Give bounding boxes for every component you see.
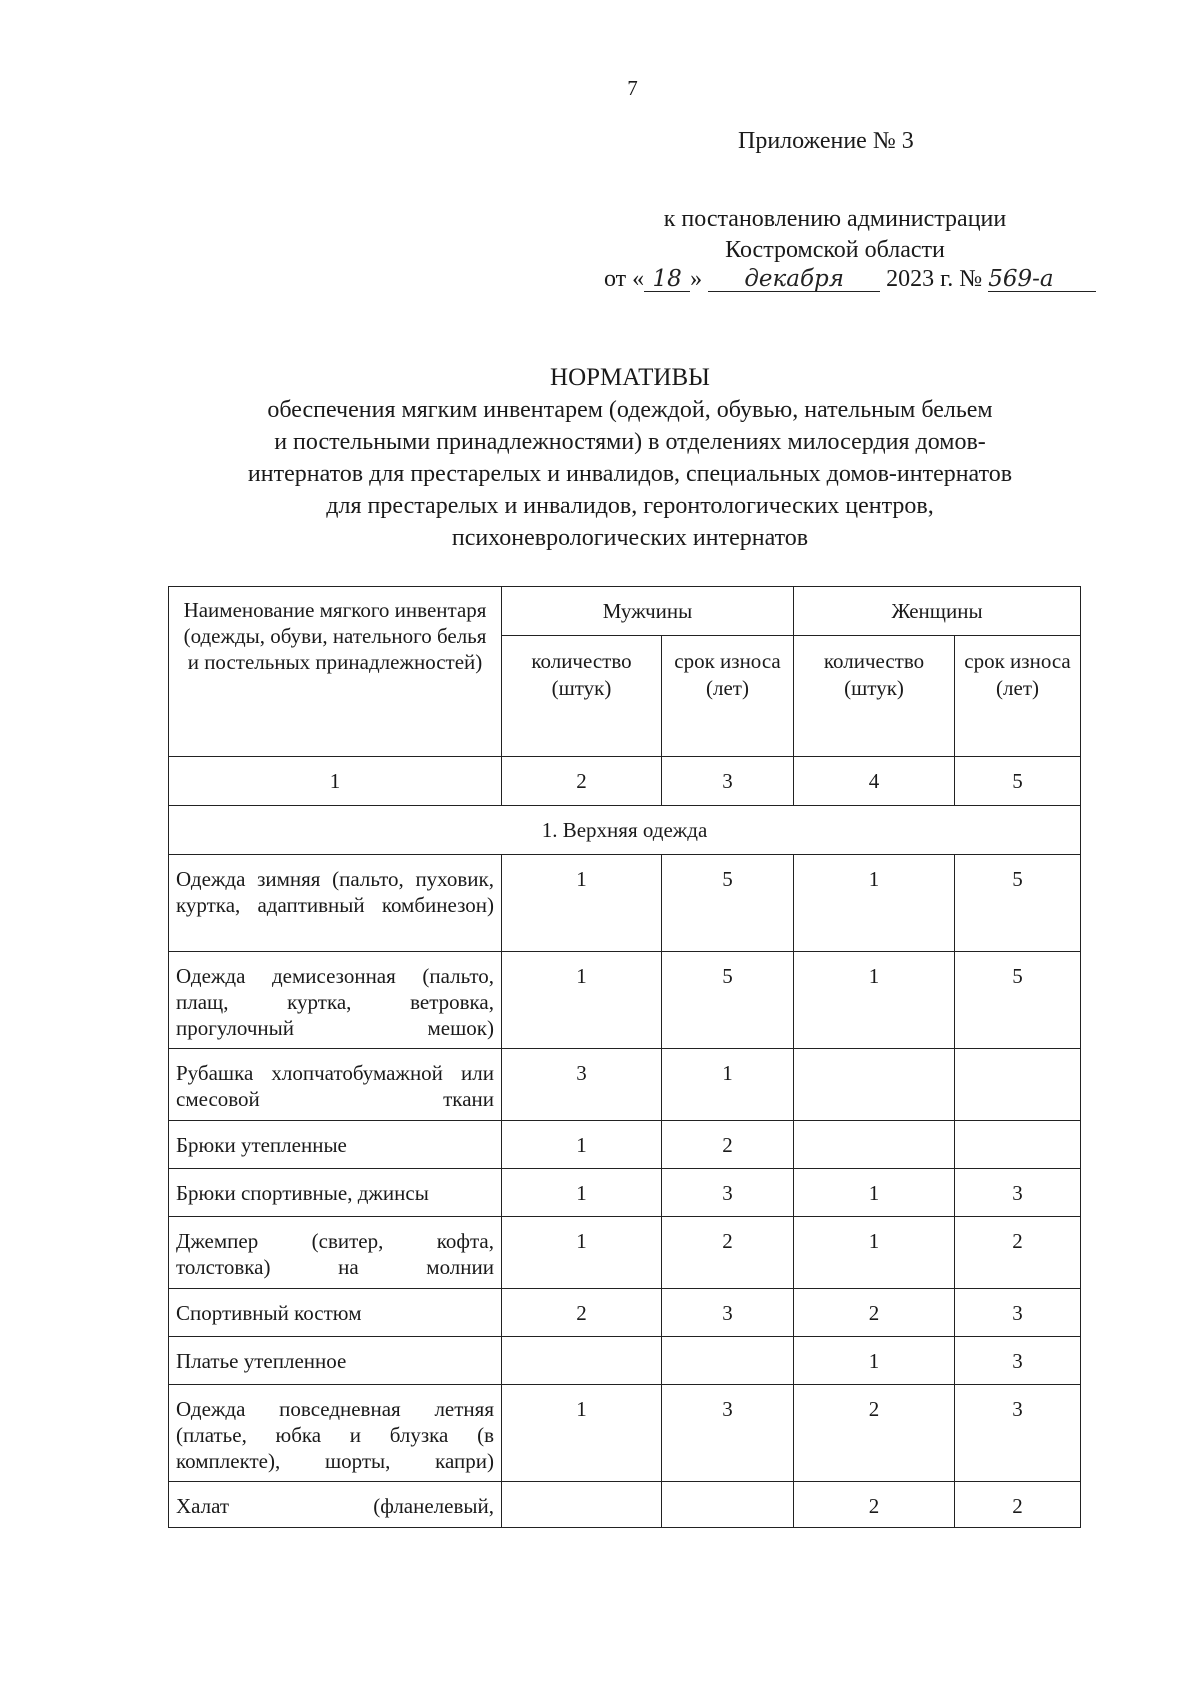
column-numbers-row [169,757,1081,806]
women-quantity: 1 [794,1217,955,1289]
title-line: и постельными принадлежностями) в отделениях милосердия домов- [274,429,986,455]
handwritten-decree-number: 569-а [988,267,1096,292]
column-number: 5 [955,757,1081,806]
date-prefix: от « [604,266,645,292]
table-row [169,952,1081,1049]
header-men-wear-period: срок износа (лет) [662,636,794,757]
item-name: Спортивный костюм [169,1289,502,1337]
section-row [169,806,1081,855]
women-quantity: 1 [794,855,955,952]
men-quantity: 1 [502,855,662,952]
item-name: Платье утепленное [169,1337,502,1385]
men-quantity: 2 [502,1289,662,1337]
men-quantity: 1 [502,1121,662,1169]
women-wear-period: 3 [955,1169,1081,1217]
header-women-wear-period: срок износа (лет) [955,636,1081,757]
men-wear-period [662,1337,794,1385]
women-quantity: 1 [794,1169,955,1217]
item-name: Одежда демисезонная (пальто, плащ, куртка, ветровка, прогулочный мешок) [169,952,502,1049]
women-wear-period: 5 [955,855,1081,952]
table-row [169,1049,1081,1121]
men-wear-period: 2 [662,1217,794,1289]
table-row [169,1482,1081,1528]
header-men: Мужчины [502,587,794,636]
header-men-quantity: количество (штук) [502,636,662,757]
column-number: 3 [662,757,794,806]
title-main: НОРМАТИВЫ [550,364,710,391]
table-row [169,1289,1081,1337]
title-line: обеспечения мягким инвентарем (одеждой, обувью, нательным бельем [267,397,993,423]
document-title [170,362,1090,554]
women-wear-period: 2 [955,1482,1081,1528]
women-quantity: 2 [794,1385,955,1482]
item-name: Рубашка хлопчатобумажной или смесовой ткани [169,1049,502,1121]
men-wear-period: 3 [662,1289,794,1337]
title-line: психоневрологических интернатов [451,525,809,551]
women-wear-period: 3 [955,1385,1081,1482]
handwritten-month: декабря [708,267,880,292]
reference-line: к постановлению администрации [663,206,1007,232]
date-mid: » [690,266,709,292]
appendix-title: Приложение № 3 [738,128,914,154]
men-quantity [502,1337,662,1385]
women-wear-period: 5 [955,952,1081,1049]
women-wear-period [955,1121,1081,1169]
section-title: 1. Верхняя одежда [169,806,1081,855]
men-wear-period: 5 [662,855,794,952]
column-number: 2 [502,757,662,806]
women-quantity: 1 [794,1337,955,1385]
women-quantity [794,1121,955,1169]
men-wear-period: 1 [662,1049,794,1121]
title-line: для престарелых и инвалидов, геронтологических центров, [326,493,934,519]
appendix-reference [600,204,1070,266]
men-quantity: 1 [502,1385,662,1482]
item-name: Брюки спортивные, джинсы [169,1169,502,1217]
date-year: 2023 г. № [880,266,989,292]
column-number: 4 [794,757,955,806]
women-wear-period [955,1049,1081,1121]
reference-line: Костромской области [725,237,945,263]
table-row [169,855,1081,952]
women-wear-period: 2 [955,1217,1081,1289]
column-number: 1 [169,757,502,806]
women-quantity: 2 [794,1482,955,1528]
handwritten-day: 18 [644,267,690,292]
item-name: Брюки утепленные [169,1121,502,1169]
decree-date-line [604,266,1096,293]
men-quantity: 3 [502,1049,662,1121]
title-line: интернатов для престарелых и инвалидов, специальных домов-интернатов [247,461,1013,487]
men-wear-period: 2 [662,1121,794,1169]
norms-table [168,586,1081,1528]
item-name: Джемпер (свитер, кофта, толстовка) на молнии [169,1217,502,1289]
table-row [169,1169,1081,1217]
women-quantity [794,1049,955,1121]
page-number: 7 [627,76,638,100]
header-item-name: Наименование мягкого инвентаря (одежды, обуви, нательного белья и постельных принадлежностей) [169,587,502,757]
table-row [169,1121,1081,1169]
women-quantity: 2 [794,1289,955,1337]
men-wear-period: 3 [662,1385,794,1482]
table-row [169,1217,1081,1289]
men-wear-period [662,1482,794,1528]
women-wear-period: 3 [955,1289,1081,1337]
men-quantity: 1 [502,1217,662,1289]
women-wear-period: 3 [955,1337,1081,1385]
item-name: Одежда повседневная летняя (платье, юбка и блузка (в комплекте), шорты, капри) [169,1385,502,1482]
table-row [169,1337,1081,1385]
men-quantity [502,1482,662,1528]
item-name: Одежда зимняя (пальто, пуховик, куртка, адаптивный комбинезон) [169,855,502,952]
header-women: Женщины [794,587,1081,636]
men-wear-period: 3 [662,1169,794,1217]
men-wear-period: 5 [662,952,794,1049]
women-quantity: 1 [794,952,955,1049]
header-women-quantity: количество (штук) [794,636,955,757]
men-quantity: 1 [502,1169,662,1217]
men-quantity: 1 [502,952,662,1049]
table-row [169,1385,1081,1482]
item-name: Халат (фланелевый, [169,1482,502,1528]
